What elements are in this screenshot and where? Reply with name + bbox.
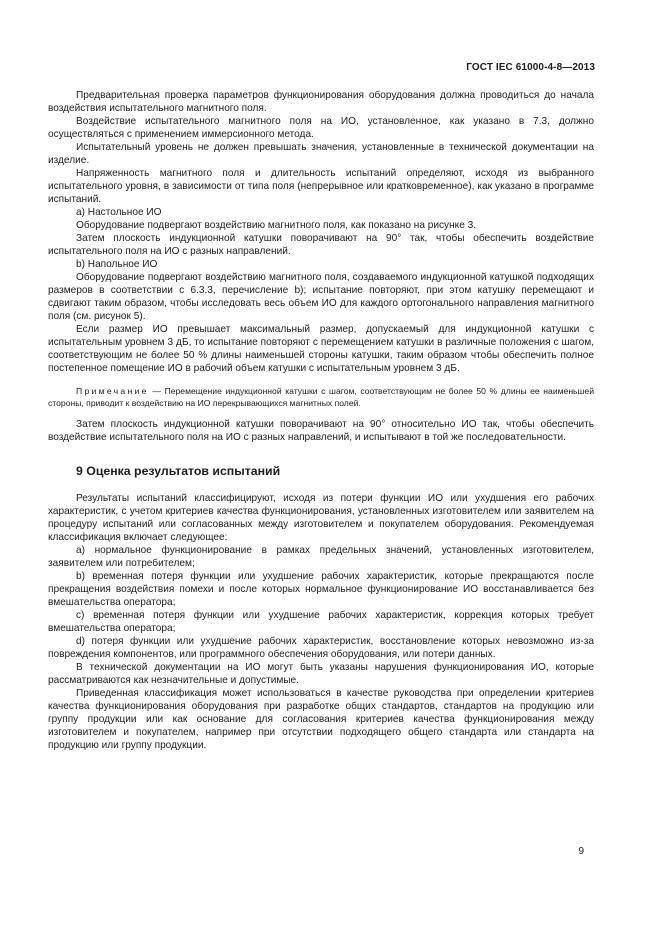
page-content	[48, 89, 594, 752]
page-number: 9	[578, 846, 584, 857]
paragraph: Испытательный уровень не должен превышать значения, установленные в технической документации на изделие.	[48, 142, 594, 166]
list-item-b: b) временная потеря функции или ухудшение рабочих характеристик, которые прекращаются после прекращения воздействия помехи и после которых нормальное функционирование ИО восстанавливается без вмешательства оператора;	[48, 571, 594, 608]
paragraph: Затем плоскость индукционной катушки поворачивают на 90° так, чтобы обеспечить воздействие испытательного поля на ИО с разных направлений.	[48, 233, 594, 257]
paragraph: Оборудование подвергают воздействию магнитного поля, создаваемого индукционной катушкой подходящих размеров в соответствии с 6.3.3, перечисление b); испытание повторяют, при этом катушку перемещают и сдвигают таким образом, чтобы исследовать весь объем ИО для каждого ортогонального направления магнитного поля (см. рисунок 5).	[48, 272, 594, 322]
paragraph: В технической документации на ИО могут быть указаны нарушения функционирования ИО, которые рассматриваются как незначительные и допустимые.	[48, 662, 594, 686]
list-item-a: а) нормальное функционирование в рамках предельных значений, установленных изготовителем, заявителем или потребителем;	[48, 545, 594, 569]
paragraph: Воздействие испытательного магнитного поля на ИО, установленное, как указано в 7.3, должно осуществляться с применением иммерсионного метода.	[48, 116, 594, 140]
paragraph: Если размер ИО превышает максимальный размер, допускаемый для индукционной катушки с испытательным уровнем 3 дБ, то испытание повторяют с перемещением катушки в различные положения с шагом, соответствующим не более 50 % длины наименьшей стороны катушки, таким образом чтобы обеспечить полное постепенное помещение ИО в рабочий объем катушки с испытательным уровнем 3 дБ.	[48, 324, 594, 374]
note-text: Перемещение индукционной катушки с шагом, соответствующим не более 50 % длины ее наименьшей стороны, приводит к воздействию на ИО перекрывающихся магнитных полей.	[48, 386, 595, 408]
paragraph: Результаты испытаний классифицируют, исходя из потери функции ИО или ухудшения его рабочих характеристик, с учетом критериев качества функционирования, установленных изготовителем или заявителем на процедуру испытаний или согласованных между изготовителем и покупателем оборудования. Рекомендуемая классификация включает следующее:	[48, 493, 594, 543]
paragraph: Оборудование подвергают воздействию магнитного поля, как показано на рисунке 3.	[76, 220, 477, 231]
list-item-d: d) потеря функции или ухудшение рабочих характеристик, восстановление которых невозможно из-за повреждения компонентов, или программного обеспечения оборудования, или потери данных.	[48, 636, 594, 660]
list-heading-b: b) Напольное ИО	[76, 259, 158, 270]
note-label: Примечание	[76, 386, 149, 396]
document-header: ГОСТ IEC 61000-4-8—2013	[466, 62, 595, 73]
list-heading-a: а) Настольное ИО	[76, 207, 162, 218]
paragraph: Приведенная классификация может использоваться в качестве руководства при определении критериев качества функционирования оборудования при разработке общих стандартов, стандартов на продукцию или группу продукции или как основание для согласования критериев качества функционирования между изготовителем и покупателем, например при отсутствии подходящего общего стандарта или стандарта на продукцию или группу продукции.	[48, 688, 594, 751]
paragraph: Напряженность магнитного поля и длительность испытаний определяют, исходя из выбранного испытательного уровня, в зависимости от типа поля (непрерывное или кратковременное), как указано в программе испытаний.	[48, 168, 594, 205]
list-item-c: c) временная потеря функции или ухудшение рабочих характеристик, коррекция которых требует вмешательства оператора;	[48, 610, 594, 634]
paragraph: Предварительная проверка параметров функционирования оборудования должна проводиться до начала воздействия испытательного магнитного поля.	[48, 90, 594, 114]
paragraph: Затем плоскость индукционной катушки поворачивают на 90° относительно ИО так, чтобы обеспечить воздействие испытательного поля на ИО с разных направлений, и испытывают в той же последовательности.	[48, 419, 594, 443]
section-title: 9 Оценка результатов испытаний	[76, 464, 281, 478]
note	[48, 385, 594, 409]
note-dash: —	[152, 386, 161, 396]
